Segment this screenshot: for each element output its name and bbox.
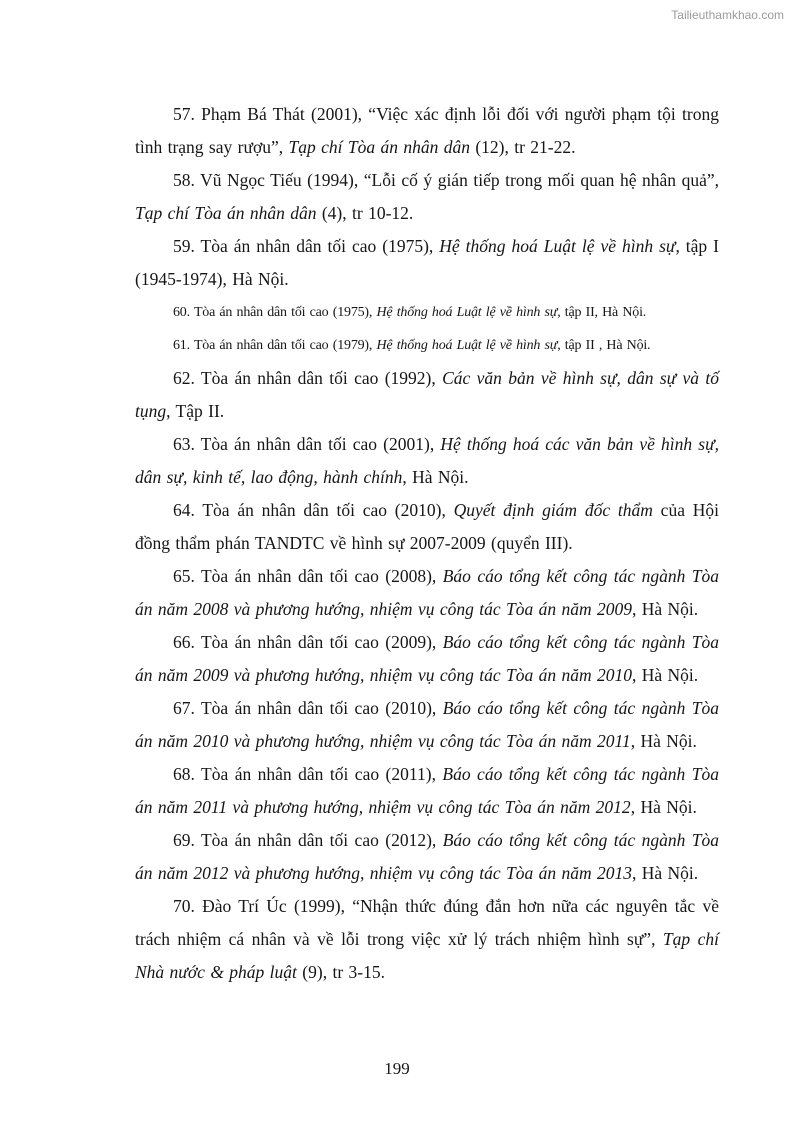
reference-text: , Hà Nội. [631, 599, 699, 619]
reference-text: , tập II, Hà Nội. [557, 305, 647, 320]
reference-title-italic: Tạp chí Tòa án nhân dân [288, 137, 470, 157]
reference-text: , Hà Nội. [402, 467, 469, 487]
reference-text: 61. Tòa án nhân dân tối cao (1979), [173, 338, 377, 353]
reference-entry [135, 560, 719, 626]
reference-entry [135, 362, 719, 428]
reference-title-italic: Hệ thống hoá các văn bản về hình sự, dân sự, kinh tế, lao động, hành chính [135, 434, 719, 487]
reference-entry [135, 494, 719, 560]
reference-text: 66. Tòa án nhân dân tối cao (2009), [173, 632, 443, 652]
reference-text: , tập II , Hà Nội. [557, 338, 651, 353]
reference-title-italic: Báo cáo tổng kết công tác ngành Tòa án năm 2008 và phương hướng, nhiệm vụ công tác Tòa án năm 2009 [135, 566, 719, 619]
reference-text: (4), tr 10-12. [316, 203, 414, 223]
reference-entry [135, 230, 719, 296]
reference-title-italic: Các văn bản về hình sự, dân sự và tố tụng [135, 368, 719, 421]
reference-title-italic: Báo cáo tổng kết công tác ngành Tòa án năm 2009 và phương hướng, nhiệm vụ công tác Tòa án năm 2010 [135, 632, 719, 685]
reference-text: (9), tr 3-15. [296, 962, 385, 982]
reference-text: , Hà Nội. [630, 797, 697, 817]
reference-title-italic: Quyết định giám đốc thẩm [453, 500, 653, 520]
references-list [135, 98, 719, 989]
reference-entry [135, 428, 719, 494]
reference-title-italic: Hệ thống hoá Luật lệ về hình sự [376, 305, 558, 320]
reference-entry [135, 758, 719, 824]
reference-title-italic: Hệ thống hoá Luật lệ về hình sự [376, 338, 558, 353]
reference-text: 63. Tòa án nhân dân tối cao (2001), [173, 434, 441, 454]
reference-text: (12), tr 21-22. [469, 137, 576, 157]
reference-text: 58. Vũ Ngọc Tiếu (1994), “Lỗi cố ý gián tiếp trong mối quan hệ nhân quả”, [173, 170, 719, 190]
reference-text: , Hà Nội. [630, 731, 697, 751]
reference-entry [135, 164, 719, 230]
reference-entry [135, 692, 719, 758]
reference-text: 69. Tòa án nhân dân tối cao (2012), [173, 830, 443, 850]
reference-entry [135, 296, 719, 329]
page-number: 199 [384, 1059, 410, 1078]
reference-entry [135, 626, 719, 692]
reference-text: 65. Tòa án nhân dân tối cao (2008), [173, 566, 443, 586]
reference-title-italic: Tạp chí Nhà nước & pháp luật [135, 929, 719, 982]
reference-text: của Hội đồng thẩm phán TANDTC về hình sự 2007-2009 (quyển III). [135, 500, 720, 553]
watermark: Tailieuthamkhao.com [671, 8, 784, 22]
reference-entry [135, 98, 719, 164]
reference-title-italic: Hệ thống hoá Luật lệ về hình sự [439, 236, 676, 256]
reference-text: 67. Tòa án nhân dân tối cao (2010), [173, 698, 443, 718]
reference-text: 62. Tòa án nhân dân tối cao (1992), [173, 368, 443, 388]
reference-text: 70. Đào Trí Úc (1999), “Nhận thức đúng đắn hơn nữa các nguyên tắc về trách nhiệm cá nhân và về lỗi trong việc xử lý trách nhiệm hình sự”, [135, 896, 719, 949]
reference-entry [135, 824, 719, 890]
reference-text: , Tập II. [166, 401, 225, 421]
reference-title-italic: Báo cáo tổng kết công tác ngành Tòa án năm 2012 và phương hướng, nhiệm vụ công tác Tòa án năm 2013 [135, 830, 719, 883]
reference-text: 60. Tòa án nhân dân tối cao (1975), [173, 305, 377, 320]
reference-entry [135, 890, 719, 989]
reference-text: , Hà Nội. [631, 863, 699, 883]
reference-text: 59. Tòa án nhân dân tối cao (1975), [173, 236, 440, 256]
reference-text: 64. Tòa án nhân dân tối cao (2010), [173, 500, 454, 520]
reference-text: 68. Tòa án nhân dân tối cao (2011), [173, 764, 443, 784]
reference-text: , Hà Nội. [631, 665, 699, 685]
reference-title-italic: Báo cáo tổng kết công tác ngành Tòa án năm 2011 và phương hướng, nhiệm vụ công tác Tòa án năm 2012 [135, 764, 719, 817]
reference-title-italic: Báo cáo tổng kết công tác ngành Tòa án năm 2010 và phương hướng, nhiệm vụ công tác Tòa án năm 2011 [135, 698, 719, 751]
reference-text: 57. Phạm Bá Thát (2001), “Việc xác định lỗi đối với người phạm tội trong tình trạng say rượu”, [135, 104, 719, 157]
reference-title-italic: Tạp chí Tòa án nhân dân [135, 203, 317, 223]
reference-entry [135, 329, 719, 362]
reference-text: , tập I (1945-1974), Hà Nội. [135, 236, 719, 289]
